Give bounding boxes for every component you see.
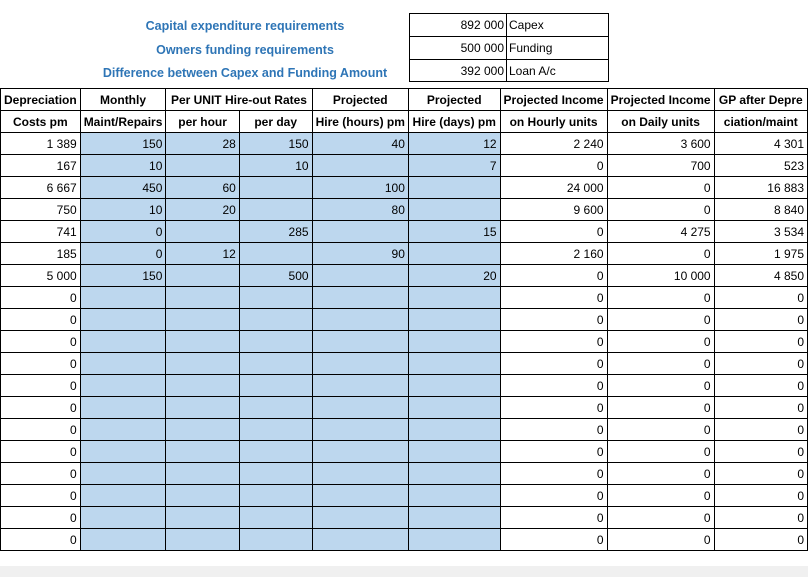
- table-cell[interactable]: 0: [500, 419, 607, 441]
- table-cell[interactable]: [239, 397, 312, 419]
- table-cell[interactable]: 0: [607, 243, 714, 265]
- col-header[interactable]: on Hourly units: [500, 111, 607, 133]
- table-cell[interactable]: 0: [500, 331, 607, 353]
- table-cell[interactable]: [408, 331, 500, 353]
- table-cell[interactable]: [312, 463, 408, 485]
- table-cell[interactable]: 0: [714, 485, 807, 507]
- table-cell[interactable]: 450: [80, 177, 166, 199]
- table-cell[interactable]: 0: [80, 243, 166, 265]
- hire-table: [0, 88, 808, 551]
- col-header[interactable]: GP after Depre: [714, 89, 807, 111]
- table-cell[interactable]: [166, 507, 239, 529]
- table-cell[interactable]: [408, 287, 500, 309]
- col-header[interactable]: Projected: [312, 89, 408, 111]
- table-cell[interactable]: 4 850: [714, 265, 807, 287]
- table-row: [1, 221, 808, 243]
- table-cell[interactable]: 0: [607, 419, 714, 441]
- col-header[interactable]: Hire (days) pm: [408, 111, 500, 133]
- table-cell[interactable]: [312, 507, 408, 529]
- table-cell[interactable]: 0: [607, 397, 714, 419]
- table-cell[interactable]: 0: [714, 441, 807, 463]
- table-row: [1, 287, 808, 309]
- table-cell[interactable]: 0: [1, 287, 81, 309]
- table-cell[interactable]: 2 240: [500, 133, 607, 155]
- table-cell[interactable]: [166, 441, 239, 463]
- table-cell[interactable]: 28: [166, 133, 239, 155]
- table-cell[interactable]: [166, 485, 239, 507]
- col-header[interactable]: Projected Income: [607, 89, 714, 111]
- table-cell[interactable]: [80, 331, 166, 353]
- table-cell[interactable]: [239, 507, 312, 529]
- table-cell[interactable]: [166, 221, 239, 243]
- table-cell[interactable]: 0: [1, 463, 81, 485]
- table-cell[interactable]: 4 301: [714, 133, 807, 155]
- table-cell[interactable]: [408, 199, 500, 221]
- table-cell[interactable]: 0: [714, 287, 807, 309]
- table-cell[interactable]: 0: [500, 353, 607, 375]
- table-cell[interactable]: [166, 155, 239, 177]
- header-row-2: [1, 111, 808, 133]
- table-row: [1, 507, 808, 529]
- table-cell[interactable]: 0: [607, 177, 714, 199]
- table-cell[interactable]: 10: [239, 155, 312, 177]
- table-cell[interactable]: 3 600: [607, 133, 714, 155]
- table-cell[interactable]: [312, 375, 408, 397]
- table-cell[interactable]: [80, 353, 166, 375]
- table-cell[interactable]: 0: [1, 309, 81, 331]
- table-cell[interactable]: 20: [166, 199, 239, 221]
- col-header[interactable]: ciation/maint: [714, 111, 807, 133]
- table-cell[interactable]: 40: [312, 133, 408, 155]
- table-cell[interactable]: 1 975: [714, 243, 807, 265]
- summary-row-capex[interactable]: [410, 14, 608, 37]
- table-cell[interactable]: [239, 243, 312, 265]
- table-cell[interactable]: [239, 485, 312, 507]
- table-cell[interactable]: [80, 507, 166, 529]
- table-cell[interactable]: 0: [714, 507, 807, 529]
- table-row: [1, 397, 808, 419]
- col-header[interactable]: per day: [239, 111, 312, 133]
- table-cell[interactable]: 167: [1, 155, 81, 177]
- table-cell[interactable]: 80: [312, 199, 408, 221]
- table-cell[interactable]: 0: [500, 221, 607, 243]
- table-cell[interactable]: 0: [607, 529, 714, 551]
- table-cell[interactable]: 6 667: [1, 177, 81, 199]
- table-cell[interactable]: 0: [607, 507, 714, 529]
- table-cell[interactable]: 0: [607, 485, 714, 507]
- table-cell[interactable]: 12: [166, 243, 239, 265]
- table-cell[interactable]: [166, 309, 239, 331]
- table-cell[interactable]: [239, 463, 312, 485]
- table-cell[interactable]: 100: [312, 177, 408, 199]
- funding-value[interactable]: 500 000: [460, 41, 504, 55]
- table-cell[interactable]: [312, 331, 408, 353]
- table-cell[interactable]: 0: [1, 441, 81, 463]
- table-body: [1, 133, 808, 551]
- table-cell[interactable]: [408, 463, 500, 485]
- table-cell[interactable]: [408, 485, 500, 507]
- table-cell[interactable]: 0: [500, 375, 607, 397]
- table-cell[interactable]: 500: [239, 265, 312, 287]
- col-header[interactable]: per hour: [166, 111, 239, 133]
- table-cell[interactable]: [239, 287, 312, 309]
- table-row: [1, 441, 808, 463]
- table-cell[interactable]: [239, 441, 312, 463]
- table-cell[interactable]: [408, 441, 500, 463]
- col-header[interactable]: Hire (hours) pm: [312, 111, 408, 133]
- table-cell[interactable]: [239, 375, 312, 397]
- table-row: [1, 155, 808, 177]
- table-cell[interactable]: 0: [714, 397, 807, 419]
- table-cell[interactable]: [166, 419, 239, 441]
- table-cell[interactable]: 10 000: [607, 265, 714, 287]
- table-cell[interactable]: [408, 419, 500, 441]
- table-cell[interactable]: 150: [80, 265, 166, 287]
- table-cell[interactable]: [80, 287, 166, 309]
- table-cell[interactable]: [408, 375, 500, 397]
- table-cell[interactable]: 0: [714, 463, 807, 485]
- table-cell[interactable]: 150: [239, 133, 312, 155]
- table-cell[interactable]: [80, 529, 166, 551]
- col-header[interactable]: Monthly: [80, 89, 166, 111]
- table-cell[interactable]: 5 000: [1, 265, 81, 287]
- table-cell[interactable]: [166, 529, 239, 551]
- col-header[interactable]: Maint/Repairs: [80, 111, 166, 133]
- table-cell[interactable]: 741: [1, 221, 81, 243]
- table-cell[interactable]: 185: [1, 243, 81, 265]
- table-cell[interactable]: 0: [607, 199, 714, 221]
- table-cell[interactable]: 0: [607, 375, 714, 397]
- table-cell[interactable]: 20: [408, 265, 500, 287]
- table-cell[interactable]: 0: [607, 331, 714, 353]
- table-cell[interactable]: 3 534: [714, 221, 807, 243]
- table-row: [1, 309, 808, 331]
- table-cell[interactable]: 2 160: [500, 243, 607, 265]
- col-header[interactable]: Per UNIT Hire-out Rates: [166, 89, 312, 111]
- table-cell[interactable]: 0: [714, 529, 807, 551]
- table-cell[interactable]: 12: [408, 133, 500, 155]
- table-cell[interactable]: 0: [1, 353, 81, 375]
- table-row: [1, 353, 808, 375]
- table-cell[interactable]: 0: [500, 529, 607, 551]
- table-cell[interactable]: 0: [500, 265, 607, 287]
- table-cell[interactable]: 0: [714, 353, 807, 375]
- table-cell[interactable]: [408, 177, 500, 199]
- table-row: [1, 243, 808, 265]
- table-cell[interactable]: [408, 309, 500, 331]
- col-header[interactable]: on Daily units: [607, 111, 714, 133]
- table-cell[interactable]: [408, 397, 500, 419]
- table-cell[interactable]: [312, 529, 408, 551]
- table-cell[interactable]: 4 275: [607, 221, 714, 243]
- table-row: [1, 485, 808, 507]
- table-cell[interactable]: 0: [1, 375, 81, 397]
- summary-row-loan[interactable]: [410, 60, 608, 83]
- table-cell[interactable]: [80, 309, 166, 331]
- sheet-bottom-edge: [0, 566, 808, 577]
- table-cell[interactable]: 0: [607, 463, 714, 485]
- table-row: [1, 133, 808, 155]
- table-cell[interactable]: [80, 485, 166, 507]
- table-cell[interactable]: [239, 529, 312, 551]
- table-cell[interactable]: 0: [500, 485, 607, 507]
- table-cell[interactable]: [312, 287, 408, 309]
- difference-label: Difference between Capex and Funding Amount: [102, 66, 388, 80]
- table-cell[interactable]: 150: [80, 133, 166, 155]
- table-cell[interactable]: [166, 397, 239, 419]
- funding-label: Owners funding requirements: [156, 43, 334, 57]
- table-cell[interactable]: 0: [500, 507, 607, 529]
- table-cell[interactable]: 7: [408, 155, 500, 177]
- table-cell[interactable]: 750: [1, 199, 81, 221]
- header-row-1: [1, 89, 808, 111]
- table-cell[interactable]: [239, 199, 312, 221]
- capex-value[interactable]: 892 000: [460, 18, 504, 32]
- table-row: [1, 177, 808, 199]
- table-cell[interactable]: [408, 507, 500, 529]
- table-cell[interactable]: 0: [607, 287, 714, 309]
- table-cell[interactable]: 0: [1, 485, 81, 507]
- table-cell[interactable]: 0: [714, 419, 807, 441]
- col-header[interactable]: Depreciation: [1, 89, 81, 111]
- table-cell[interactable]: [312, 397, 408, 419]
- table-cell[interactable]: [312, 419, 408, 441]
- table-cell[interactable]: 8 840: [714, 199, 807, 221]
- table-cell[interactable]: 0: [607, 441, 714, 463]
- table-row: [1, 265, 808, 287]
- table-cell[interactable]: [408, 529, 500, 551]
- table-cell[interactable]: 15: [408, 221, 500, 243]
- table-cell[interactable]: [166, 287, 239, 309]
- table-cell[interactable]: [80, 375, 166, 397]
- col-header[interactable]: Costs pm: [1, 111, 81, 133]
- table-cell[interactable]: [408, 243, 500, 265]
- table-cell[interactable]: 0: [500, 397, 607, 419]
- table-cell[interactable]: [239, 309, 312, 331]
- table-cell[interactable]: 0: [1, 331, 81, 353]
- capex-tag[interactable]: Capex: [509, 18, 544, 32]
- table-cell[interactable]: 285: [239, 221, 312, 243]
- capex-label: Capital expenditure requirements: [145, 19, 345, 33]
- table-cell[interactable]: 523: [714, 155, 807, 177]
- table-cell[interactable]: 0: [1, 397, 81, 419]
- table-cell[interactable]: 0: [500, 309, 607, 331]
- summary-row-funding[interactable]: [410, 37, 608, 60]
- table-cell[interactable]: 10: [80, 155, 166, 177]
- table-cell[interactable]: 0: [80, 221, 166, 243]
- table-cell[interactable]: 1 389: [1, 133, 81, 155]
- table-cell[interactable]: [80, 419, 166, 441]
- table-cell[interactable]: [166, 375, 239, 397]
- table-cell[interactable]: [166, 331, 239, 353]
- table-cell[interactable]: 9 600: [500, 199, 607, 221]
- table-cell[interactable]: 700: [607, 155, 714, 177]
- table-cell[interactable]: [166, 353, 239, 375]
- table-cell[interactable]: [312, 309, 408, 331]
- table-cell[interactable]: 0: [500, 441, 607, 463]
- table-cell[interactable]: 0: [1, 507, 81, 529]
- table-cell[interactable]: [80, 463, 166, 485]
- table-cell[interactable]: 0: [500, 463, 607, 485]
- col-header[interactable]: Projected Income: [500, 89, 607, 111]
- table-cell[interactable]: [408, 353, 500, 375]
- table-cell[interactable]: [312, 155, 408, 177]
- table-cell[interactable]: [80, 441, 166, 463]
- table-cell[interactable]: [312, 485, 408, 507]
- table-cell[interactable]: [239, 353, 312, 375]
- table-row: [1, 529, 808, 551]
- table-cell[interactable]: [166, 265, 239, 287]
- table-cell[interactable]: 90: [312, 243, 408, 265]
- table-cell[interactable]: 0: [500, 287, 607, 309]
- table-cell[interactable]: [80, 397, 166, 419]
- funding-tag[interactable]: Funding: [509, 41, 553, 55]
- loan-tag[interactable]: Loan A/c: [509, 64, 556, 78]
- table-row: [1, 199, 808, 221]
- table-row: [1, 463, 808, 485]
- table-cell[interactable]: 24 000: [500, 177, 607, 199]
- loan-value[interactable]: 392 000: [460, 64, 504, 78]
- table-cell[interactable]: 0: [714, 331, 807, 353]
- table-cell[interactable]: [239, 419, 312, 441]
- table-cell[interactable]: [239, 177, 312, 199]
- table-cell[interactable]: [166, 463, 239, 485]
- table-row: [1, 419, 808, 441]
- table-cell[interactable]: 0: [500, 155, 607, 177]
- table-cell[interactable]: [312, 265, 408, 287]
- table-cell[interactable]: 0: [607, 309, 714, 331]
- table-cell[interactable]: 16 883: [714, 177, 807, 199]
- table-cell[interactable]: 0: [714, 375, 807, 397]
- table-row: [1, 331, 808, 353]
- table-row: [1, 375, 808, 397]
- table-cell[interactable]: 10: [80, 199, 166, 221]
- table-cell[interactable]: [239, 331, 312, 353]
- table-cell[interactable]: 0: [1, 419, 81, 441]
- table-cell[interactable]: [312, 221, 408, 243]
- table-cell[interactable]: 0: [714, 309, 807, 331]
- table-cell[interactable]: 0: [607, 353, 714, 375]
- table-cell[interactable]: [312, 353, 408, 375]
- table-cell[interactable]: 0: [1, 529, 81, 551]
- table-cell[interactable]: [312, 441, 408, 463]
- table-cell[interactable]: 60: [166, 177, 239, 199]
- col-header[interactable]: Projected: [408, 89, 500, 111]
- summary-box: [409, 13, 609, 82]
